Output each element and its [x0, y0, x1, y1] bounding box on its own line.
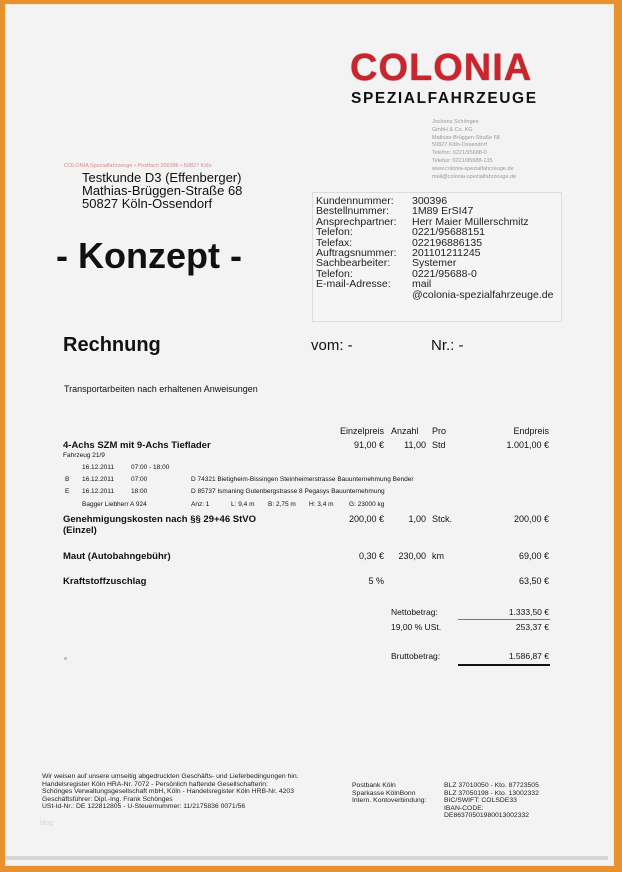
- item-title: Kraftstoffzuschlag: [63, 576, 147, 587]
- cargo-width: B: 2,75 m: [268, 501, 296, 508]
- sender-return-line: COLONIA Spezialfahrzeuge • Postfach 300396 • 50827 Köln: [64, 163, 212, 169]
- bank-details: [444, 782, 539, 820]
- net-label: Nettobetrag:: [391, 607, 438, 617]
- info-label: Sachbearbeiter:: [316, 257, 391, 270]
- bank-value: IBAN-CODE:: [444, 804, 484, 812]
- watermark-text: blog: [40, 820, 54, 827]
- stop-type: E: [65, 488, 70, 495]
- address-line: Telefax: 0221/95688-135: [432, 157, 493, 164]
- info-row: [316, 290, 553, 300]
- info-value: Herr Maier Müllerschmitz: [412, 215, 529, 228]
- total-divider: [458, 664, 550, 666]
- item-qty: 1,00: [408, 514, 426, 524]
- cargo-length: L: 9,4 m: [231, 501, 255, 508]
- bank-value: BLZ 37050198 - Kto. 13002332: [444, 789, 539, 797]
- info-value: Systemer: [412, 257, 457, 270]
- stop-date: 16.12.2011: [82, 476, 115, 483]
- recipient-street: Mathias-Brüggen-Straße 68: [82, 183, 243, 198]
- stop-address: D 74321 Bietigheim-Bissingen Steinheimerstrasse Bauunternehmung Bender: [191, 476, 414, 483]
- invoice-number: Nr.: -: [431, 337, 464, 354]
- legal-line: Wir weisen auf unsere umseitig abgedruckten Geschäfts- und Lieferbedingungen hin.: [42, 773, 299, 780]
- info-label: Kundennummer:: [316, 195, 394, 207]
- info-value: 0221/95688-0: [412, 267, 477, 280]
- recipient-address: [82, 171, 242, 210]
- legal-line: Geschäftsführer: Dipl.-Ing. Frank Schönges: [42, 795, 173, 803]
- legal-line: USt-Id-Nr.: DE 122812805 - U-Steuernummer: 11/2175836 0071/56: [42, 803, 246, 811]
- info-value: @colonia-spezialfahrzeuge.de: [412, 288, 554, 301]
- bank-label: Sparkasse KölnBonn: [352, 789, 416, 797]
- item-title: Maut (Autobahngebühr): [63, 551, 171, 562]
- info-value: mail: [412, 278, 432, 291]
- legal-line: Schönges Verwaltungsgesellschaft mbH, Köln - Handelsregister Köln HRB-Nr. 4203: [42, 788, 294, 796]
- item-unit-price: 5 %: [368, 576, 384, 586]
- info-label: Bestellnummer:: [316, 205, 389, 218]
- stop-date: 16.12.2011: [82, 488, 115, 495]
- item-total: 69,00 €: [518, 551, 549, 561]
- bank-labels: [352, 782, 426, 805]
- customer-info-table: [316, 196, 553, 300]
- gross-label: Bruttobetrag:: [391, 651, 441, 661]
- item-total: 63,50 €: [518, 576, 549, 586]
- col-header-qty: Anzahl: [391, 426, 419, 436]
- company-address: [432, 119, 516, 181]
- company-logo-subtitle: SPEZIALFAHRZEUGE: [351, 90, 538, 107]
- item-sub: Fahrzeug 21/9: [63, 452, 105, 459]
- item-unit-price: 0,30 €: [358, 551, 384, 561]
- recipient-name: Testkunde D3 (Effenberger): [82, 170, 242, 185]
- address-line: Jochens Schönges: [432, 119, 479, 125]
- bank-value: DE86370501980013002332: [444, 812, 530, 820]
- legal-footer: [42, 773, 299, 811]
- item-date: 16.12.2011: [82, 464, 115, 471]
- info-value: 300396: [412, 195, 448, 207]
- item-per: Std: [432, 440, 446, 450]
- recipient-city: 50827 Köln-Ossendorf: [82, 196, 213, 211]
- cargo-height: H: 3,4 m: [309, 501, 334, 508]
- address-line: 50827 Köln-Ossendorf: [432, 142, 488, 149]
- cargo-weight: G: 23000 kg: [349, 501, 385, 508]
- stop-type: B: [65, 476, 70, 483]
- bank-label: Intern. Kontoverbindung:: [352, 797, 427, 805]
- subtotal-divider: [458, 619, 550, 620]
- item-title: Genehmigungskosten nach §§ 29+46 StVO: [63, 514, 256, 525]
- info-label: Telefax:: [316, 236, 353, 249]
- address-line: Telefon: 0221/95688-0: [432, 150, 487, 157]
- info-label: E-mail-Adresse:: [316, 278, 391, 291]
- bank-value: BLZ 37010050 - Kto. 87723505: [444, 782, 539, 789]
- col-header-per: Pro: [432, 426, 447, 436]
- page-bottom-shadow: [5, 856, 608, 860]
- col-header-total: Endpreis: [513, 426, 549, 436]
- cargo-name: Bagger Liebherr A 924: [82, 501, 147, 508]
- legal-line: Handelsregister Köln HRA-Nr. 7072 - Persönlich haftende Gesellschafterin:: [42, 780, 268, 788]
- item-unit-price: 91,00 €: [353, 440, 384, 450]
- item-qty: 230,00: [398, 551, 426, 561]
- stop-time: 18:00: [131, 488, 148, 495]
- info-value: 0221/95688151: [412, 226, 485, 239]
- item-unit-price: 200,00 €: [348, 514, 384, 524]
- vat-label: 19,00 % USt.: [391, 622, 442, 632]
- vat-value: 253,37 €: [515, 622, 549, 632]
- item-title: 4-Achs SZM mit 9-Achs Tieflader: [63, 440, 211, 451]
- item-total: 1.001,00 €: [506, 440, 549, 450]
- item-qty: 11,00: [404, 440, 426, 450]
- invoice-intro: Transportarbeiten nach erhaltenen Anweisungen: [64, 384, 258, 394]
- info-label: Ansprechpartner:: [316, 215, 397, 228]
- info-label: Telefon:: [316, 267, 353, 280]
- col-header-unit-price: Einzelpreis: [339, 426, 384, 436]
- stop-time: 07:00: [131, 476, 148, 483]
- gross-value: 1.586,87 €: [508, 651, 549, 661]
- company-logo: COLONIA: [350, 47, 533, 89]
- stop-address: D 85737 Ismaning Gutenbergstrasse 8 Pegasys Bauunternehmung: [191, 488, 385, 495]
- info-value: 022196886135: [412, 236, 483, 249]
- draft-watermark: - Konzept -: [56, 235, 242, 276]
- item-title-cont: (Einzel): [63, 525, 97, 536]
- address-line: www.colonia-spezialfahrzeuge.de: [432, 165, 514, 172]
- address-line: Mathias-Brüggen-Straße 68: [432, 134, 500, 141]
- info-value: 1M89 ErSI47: [412, 205, 474, 218]
- invoice-title: Rechnung: [63, 334, 161, 356]
- info-value: 201101211245: [412, 247, 481, 260]
- net-value: 1.333,50 €: [508, 607, 549, 617]
- item-per: km: [432, 551, 444, 561]
- info-label: Auftragsnummer:: [316, 247, 397, 260]
- address-line: mail@colonia-spezialfahrzeuge.de: [432, 173, 517, 180]
- bank-label: Postbank Köln: [352, 782, 396, 789]
- item-time: 07:00 - 18:00: [131, 464, 170, 471]
- stray-mark: [64, 657, 67, 660]
- cargo-count: Anz: 1: [191, 501, 210, 508]
- item-total: 200,00 €: [513, 514, 549, 524]
- bank-value: BIC/SWIFT: COLSDE33: [444, 797, 517, 805]
- info-label: Telefon:: [316, 226, 353, 239]
- item-per: Stck.: [432, 514, 453, 524]
- invoice-date: vom: -: [311, 337, 353, 354]
- address-line: GmbH & Co. KG: [432, 126, 473, 133]
- info-label: [316, 290, 412, 300]
